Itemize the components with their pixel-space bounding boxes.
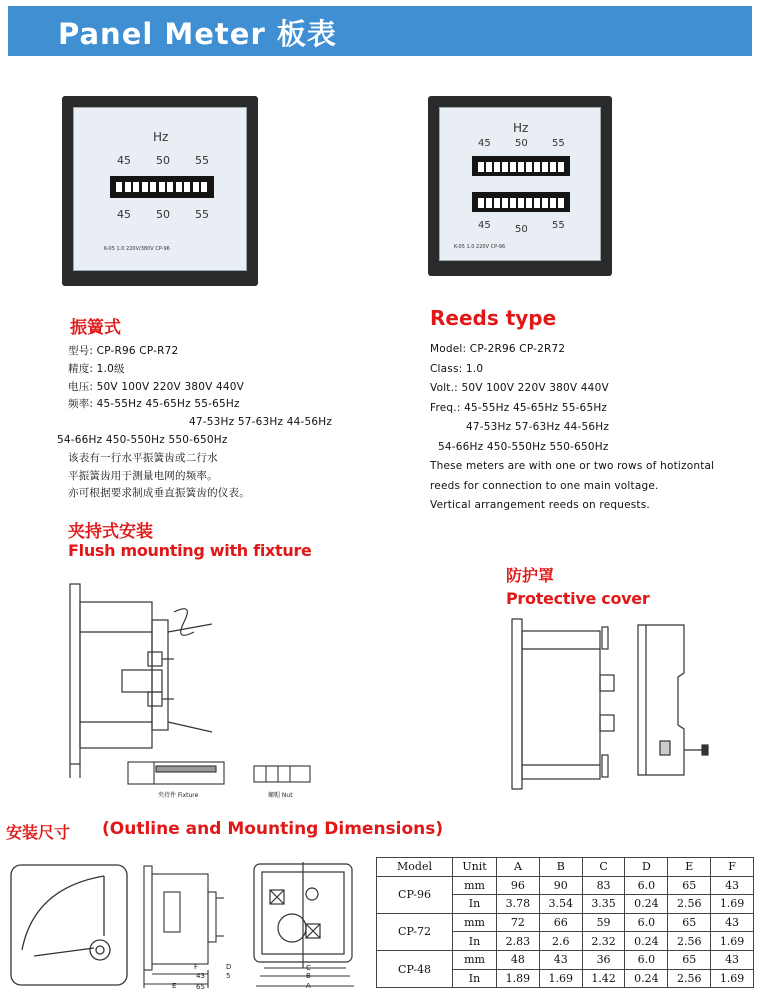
table-cell: 2.56 [668,895,711,914]
cover-title-en: Protective cover [506,589,650,608]
reed-tooth [502,198,508,208]
reed-tooth [167,182,173,192]
spec-line: 电压: 50V 100V 220V 380V 440V [68,380,245,393]
table-cell: 65 [668,913,711,932]
meter-left-footer: K-05 1.0 220V/380V CP-96 [104,246,170,252]
reed-tooth [558,162,564,172]
reed-tooth [478,198,484,208]
table-cell: 3.78 [497,895,540,914]
reed-tooth [116,182,122,192]
col-header: A [497,858,540,877]
spec-line: reeds for connection to one main voltage. [430,479,659,492]
meter-left-scale-bottom-2: 50 [156,208,170,221]
spec-line: 平振簧齿用于测量电网的频率。 [68,469,218,482]
dimensions-title-cn: 安装尺寸 [6,823,71,842]
dimensions-table [376,857,754,988]
table-cell: 6.0 [625,950,668,969]
dim-label-five: 5 [226,972,231,980]
reed-tooth [550,162,556,172]
meter-left-scale-bottom-3: 55 [195,208,209,221]
table-header-row [377,858,754,877]
meter-right-scale-top-2: 50 [515,138,528,149]
table-cell: 43 [711,950,754,969]
table-cell: 43 [711,913,754,932]
table-cell: 96 [497,876,540,895]
meter-left-scale-top-2: 50 [156,154,170,167]
table-cell: mm [453,876,497,895]
dim-label-e: E [172,982,177,990]
meter-right-photo [428,96,612,276]
table-cell: 1.69 [711,932,754,951]
nut-label: 螺帽 Nut [268,792,293,799]
table-cell: 2.56 [668,932,711,951]
reed-tooth [534,198,540,208]
col-header: Model [377,858,453,877]
table-cell: 72 [497,913,540,932]
meter-left-dial [73,107,247,271]
reed-tooth [201,182,207,192]
reed-tooth [142,182,148,192]
table-cell: 90 [539,876,582,895]
model-cell: CP-48 [377,950,453,987]
table-cell: 0.24 [625,969,668,988]
table-cell: In [453,969,497,988]
dim-label-c: C [306,964,311,972]
table-cell: 1.69 [711,969,754,988]
meter-right-scale-bottom-2: 50 [515,224,528,235]
spec-line: 47-53Hz 57-63Hz 44-56Hz [189,416,333,429]
meter-right-scale-top-3: 55 [552,138,565,149]
meter-right-reeds-bottom [472,192,570,212]
meter-right-scale-top-1: 45 [478,138,491,149]
spec-line: 精度: 1.0级 [68,362,125,375]
cover-title-cn: 防护罩 [506,566,555,585]
table-cell: 6.0 [625,876,668,895]
table-cell: 66 [539,913,582,932]
meter-right-unit: Hz [513,121,529,135]
meter-right-dial [439,107,601,261]
table-cell: 1.89 [497,969,540,988]
spec-line: Volt.: 50V 100V 220V 380V 440V [430,382,609,394]
protective-cover-drawing [506,615,722,791]
page-title: Panel Meter 板表 [58,17,337,51]
meter-right-footer: K-05 1.0 220V CP-96 [454,244,506,250]
reed-tooth [526,198,532,208]
fixture-label: 夹持件 Fixture [158,792,199,799]
meter-left-unit: Hz [153,130,169,144]
reed-tooth [133,182,139,192]
dim-label-a: A [306,982,311,990]
meter-right-scale-bottom-1: 45 [478,220,491,231]
table-cell: 0.24 [625,932,668,951]
reed-tooth [176,182,182,192]
table-row [377,913,754,932]
spec-line: Vertical arrangement reeds on requests. [430,499,650,511]
reed-tooth [510,162,516,172]
table-cell: 36 [582,950,625,969]
table-cell: mm [453,913,497,932]
reed-tooth [486,162,492,172]
reed-tooth [486,198,492,208]
reed-tooth [494,162,500,172]
table-cell: 1.69 [711,895,754,914]
table-cell: 83 [582,876,625,895]
col-header: E [668,858,711,877]
dim-label-forty-three: 43 [196,972,205,980]
spec-line: These meters are with one or two rows of hotizontal [430,460,715,472]
rear-view-drawing [250,860,360,972]
meter-right-scale-bottom-3: 55 [552,220,565,231]
table-cell: 65 [668,950,711,969]
meter-right-reeds-top [472,156,570,176]
meter-left-photo [62,96,258,286]
table-row [377,950,754,969]
table-cell: 2.6 [539,932,582,951]
table-cell: 48 [497,950,540,969]
table-cell: 59 [582,913,625,932]
table-cell: mm [453,950,497,969]
reeds-en-spec [430,340,714,516]
table-cell: 0.24 [625,895,668,914]
dim-label-d: D [226,963,232,971]
nut-part-drawing [250,762,316,786]
spec-line: 47-53Hz 57-63Hz 44-56Hz [466,421,610,433]
table-cell: 43 [539,950,582,969]
dim-label-f: F [194,963,199,971]
dim-label-sixty-five: 65 [196,983,205,991]
flush-title-en: Flush mounting with fixture [68,541,312,560]
table-cell: 65 [668,876,711,895]
meter-left-scale-top-1: 45 [117,154,131,167]
col-header: C [582,858,625,877]
table-cell: 3.35 [582,895,625,914]
reed-tooth [534,162,540,172]
spec-line: 频率: 45-55Hz 45-65Hz 55-65Hz [68,398,240,411]
reed-tooth [125,182,131,192]
rear-dimension-lines [254,962,356,994]
reed-tooth [150,182,156,192]
reed-tooth [526,162,532,172]
table-cell: 2.32 [582,932,625,951]
table-cell: 1.42 [582,969,625,988]
table-cell: 6.0 [625,913,668,932]
reed-tooth [542,162,548,172]
flush-title-cn: 夹持式安装 [68,522,153,542]
reed-tooth [502,162,508,172]
reed-tooth [558,198,564,208]
reed-tooth [159,182,165,192]
reed-tooth [542,198,548,208]
dimensions-title-en: (Outline and Mounting Dimensions) [102,819,444,839]
reeds-en-title: Reeds type [430,306,557,330]
table-cell: 43 [711,876,754,895]
spec-line: 型号: CP-R96 CP-R72 [68,345,179,357]
reed-tooth [510,198,516,208]
table-cell: 3.54 [539,895,582,914]
reed-tooth [518,162,524,172]
col-header: Unit [453,858,497,877]
spec-line: 54-66Hz 450-550Hz 550-650Hz [438,440,609,453]
meter-left-scale-bottom-1: 45 [117,208,131,221]
col-header: B [539,858,582,877]
reeds-cn-spec [57,343,333,503]
spec-line: Freq.: 45-55Hz 45-65Hz 55-65Hz [430,401,608,414]
col-header: F [711,858,754,877]
reed-tooth [193,182,199,192]
table-row [377,876,754,895]
fixture-part-drawing [124,758,234,792]
table-cell: 2.56 [668,969,711,988]
spec-line: 54-66Hz 450-550Hz 550-650Hz [57,433,228,446]
reed-tooth [494,198,500,208]
reed-tooth [184,182,190,192]
table-cell: In [453,932,497,951]
meter-left-scale-top-3: 55 [195,154,209,167]
spec-line: 该表有一行水平振簧齿或二行水 [68,451,218,464]
reeds-cn-title: 振簧式 [70,318,121,338]
table-cell: 2.83 [497,932,540,951]
spec-line: Model: CP-2R96 CP-2R72 [430,343,566,355]
spec-line: 亦可根据要求制成垂直振簧齿的仪表。 [68,487,250,500]
reed-tooth [478,162,484,172]
col-header: D [625,858,668,877]
dim-label-b: B [306,972,311,980]
spec-line: Class: 1.0 [430,362,484,375]
model-cell: CP-96 [377,876,453,913]
table-cell: In [453,895,497,914]
table-cell: 1.69 [539,969,582,988]
meter-left-reeds [110,176,214,198]
reed-tooth [518,198,524,208]
front-view-drawing [8,862,132,992]
model-cell: CP-72 [377,913,453,950]
reed-tooth [550,198,556,208]
